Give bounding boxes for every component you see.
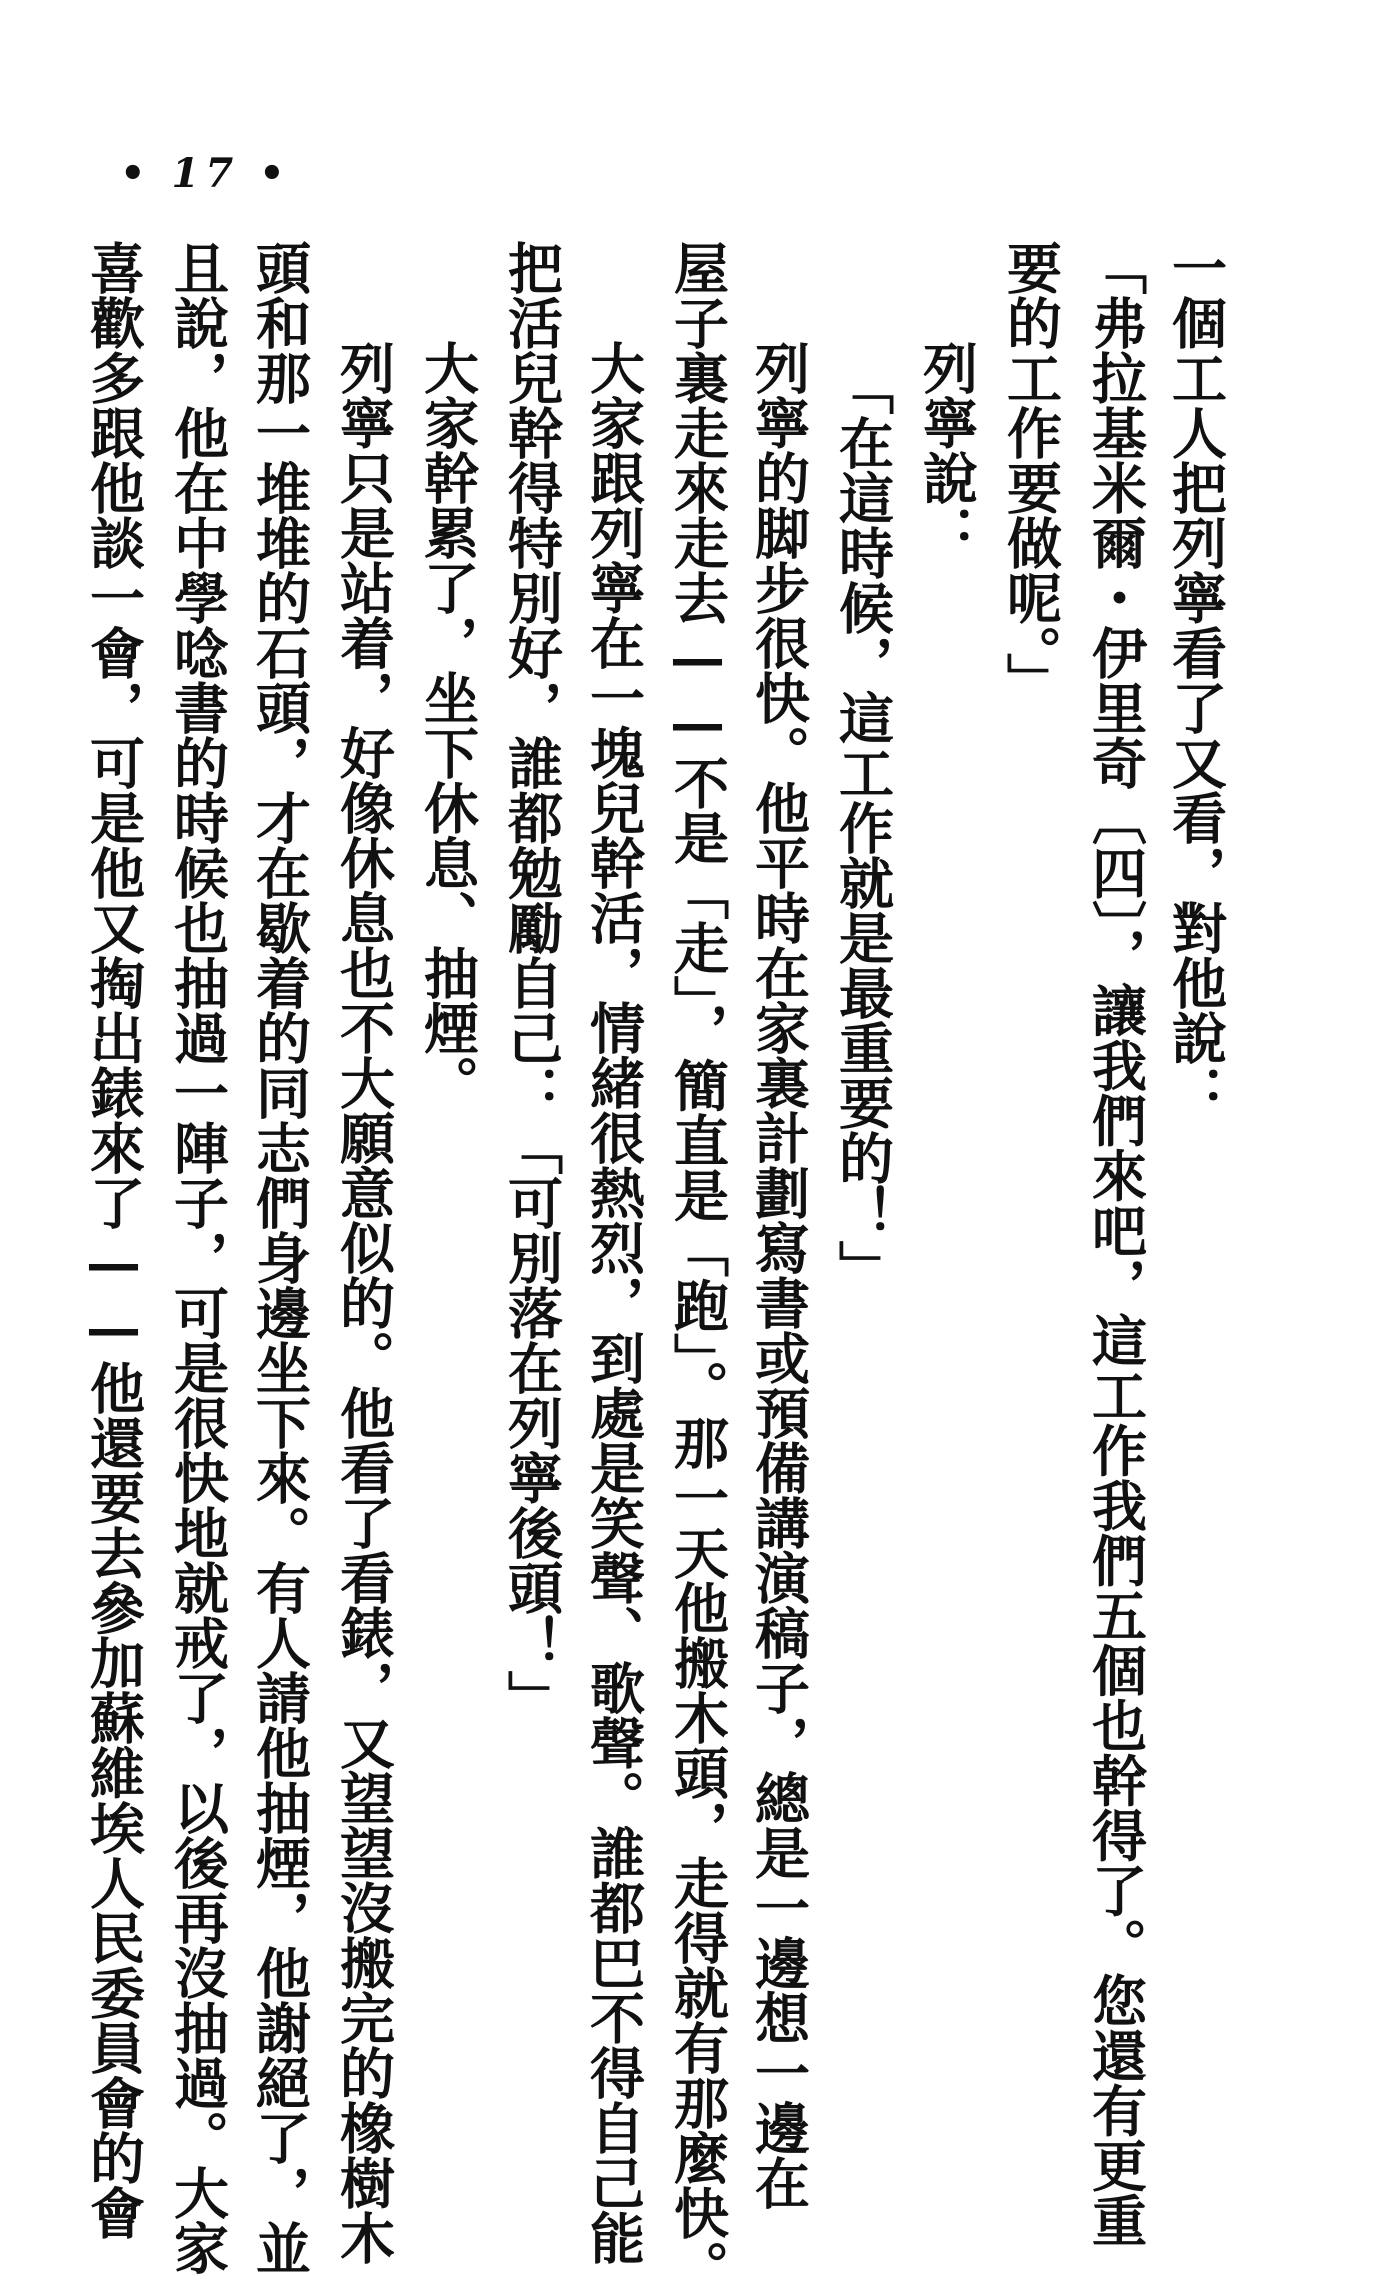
text-column-1: 一個工人把列寧看了又看，對他說： [1163, 240, 1228, 1120]
text-column-10: 大家幹累了，坐下休息、抽煙。 [415, 340, 480, 1110]
text-column-13: 且說，他在中學唸書的時候也抽過一陣子，可是很快地就戒了，以後再沒抽過。大家 [165, 240, 230, 2275]
text-column-11: 列寧只是站着，好像休息也不大願意似的。他看了看錶，又望望沒搬完的橡樹木 [331, 340, 396, 2265]
text-column-3: 要的工作要做呢。」 [998, 240, 1063, 708]
text-column-2: 「弗拉基米爾・伊里奇〔四〕，讓我們來吧，這工作我們五個也幹得了。您還有更重 [1083, 240, 1148, 2248]
text-column-14: 喜歡多跟他談一會，可是他又掏出錶來了——他還要去參加蘇維埃人民委員會的會 [81, 240, 146, 2240]
text-column-8: 大家跟列寧在一塊兒幹活，情緒很熱烈，到處是笑聲、歌聲。誰都巴不得自己能 [581, 340, 646, 2265]
text-column-12: 頭和那一堆堆的石頭，才在歇着的同志們身邊坐下來。有人請他抽煙，他謝絕了，並 [247, 240, 312, 2275]
text-column-9: 把活兒幹得特別好，誰都勉勵自己：「可別落在列寧後頭！」 [499, 240, 564, 1725]
text-column-6: 列寧的脚步很快。他平時在家裏計劃寫書或預備講演稿子，總是一邊想一邊在 [746, 340, 811, 2210]
text-column-7: 屋子裏走來走去——不是「走」，簡直是「跑」。那一天他搬木頭，走得就有那麼快。 [665, 240, 730, 2295]
text-column-4: 列寧說： [914, 340, 979, 560]
text-column-5: 「在這時候，這工作就是最重要的！」 [830, 360, 895, 1295]
page-number: • 17 • [120, 150, 291, 197]
